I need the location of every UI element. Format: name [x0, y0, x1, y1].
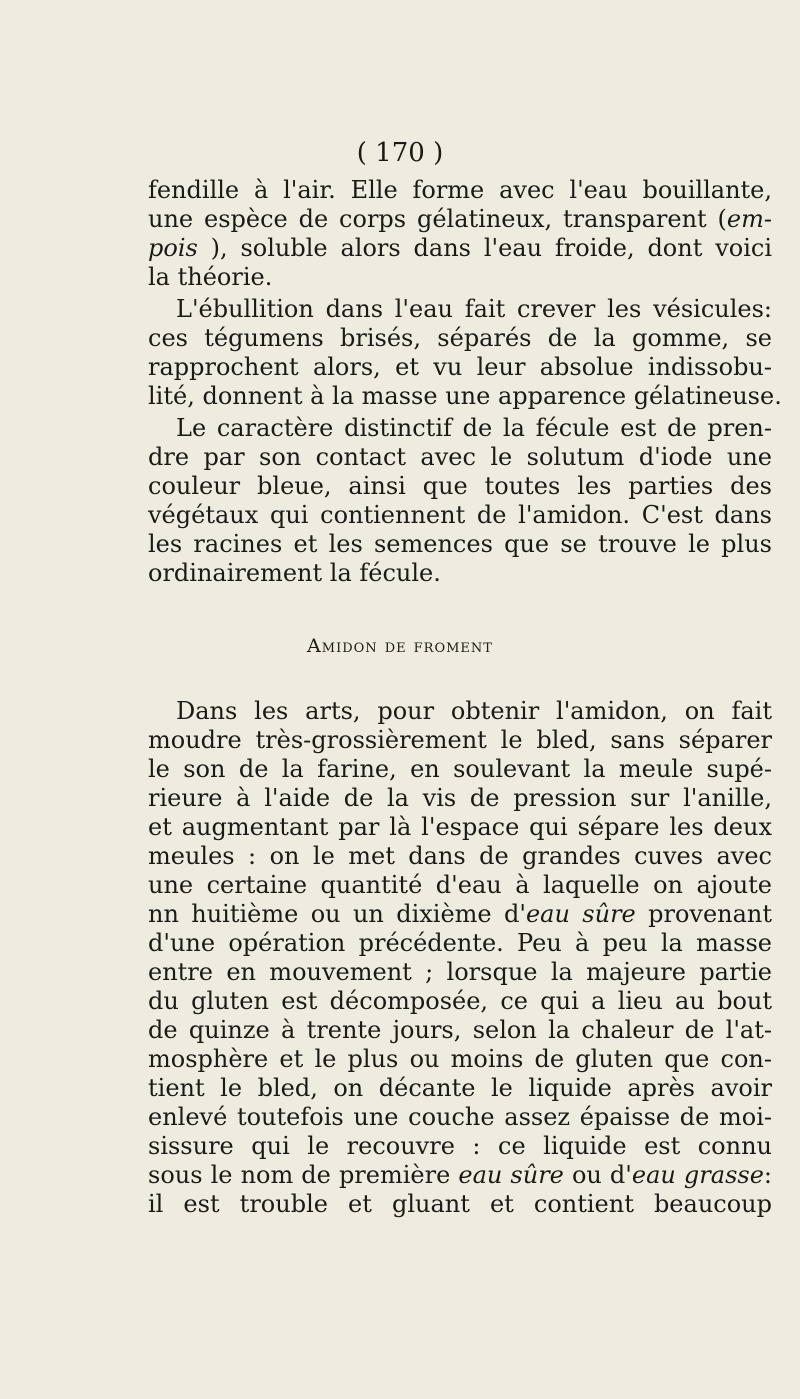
- text-line: tient le bled, on décante le liquide après avoir: [148, 1074, 772, 1102]
- text-line: ces tégumens brisés, séparés de la gomme, se: [148, 324, 772, 352]
- text-line: une certaine quantité d'eau à laquelle on ajoute: [148, 871, 772, 899]
- text-line: Le caractère distinctif de la fécule est de pren-: [176, 414, 772, 442]
- text-line: les racines et les semences que se trouve le plus: [148, 530, 772, 558]
- page-number: ( 170 ): [356, 138, 444, 168]
- text-span: ou d': [563, 1161, 632, 1189]
- italic-term: eau sûre: [525, 900, 636, 928]
- text-line: du gluten est décomposée, ce qui a lieu au bout: [148, 987, 772, 1015]
- text-line: L'ébullition dans l'eau fait crever les vésicules:: [176, 295, 772, 323]
- text-line: il est trouble et gluant et contient beaucoup: [148, 1190, 772, 1218]
- text-line: couleur bleue, ainsi que toutes les parties des: [148, 472, 772, 500]
- text-line: dre par son contact avec le solutum d'iode une: [148, 443, 772, 471]
- text-line: enlevé toutefois une couche assez épaisse de moi-: [148, 1103, 772, 1131]
- text-span: sous le nom de première: [148, 1161, 459, 1189]
- text-line: rieure à l'aide de la vis de pression sur l'anille,: [148, 784, 772, 812]
- text-line: entre en mouvement ; lorsque la majeure partie: [148, 958, 772, 986]
- text-line: moudre très-grossièrement le bled, sans séparer: [148, 726, 772, 754]
- text-line: mosphère et le plus ou moins de gluten que con-: [148, 1045, 772, 1073]
- text-line: ordinairement la fécule.: [148, 559, 441, 587]
- section-heading: Amidon de froment: [307, 635, 493, 657]
- text-span: ), soluble alors dans l'eau froide, dont voici: [197, 234, 772, 262]
- text-span: une espèce de corps gélatineux, transparent (: [148, 205, 727, 233]
- italic-term: pois: [148, 234, 198, 262]
- text-line: meules : on le met dans de grandes cuves avec: [148, 842, 772, 870]
- text-line: sissure qui le recouvre : ce liquide est connu: [148, 1132, 772, 1160]
- text-line: végétaux qui contiennent de l'amidon. C'est dans: [148, 501, 772, 529]
- text-line: la théorie.: [148, 263, 273, 291]
- text-line: rapprochent alors, et vu leur absolue indissobu-: [148, 353, 772, 381]
- text-span: :: [763, 1161, 773, 1189]
- text-line: [148, 900, 772, 929]
- text-line: [148, 1161, 772, 1190]
- text-span: nn huitième ou un dixième d': [148, 900, 526, 928]
- text-line: d'une opération précédente. Peu à peu la masse: [148, 929, 772, 957]
- text-line: de quinze à trente jours, selon la chaleur de l'at-: [148, 1016, 772, 1044]
- italic-term: em-: [726, 205, 772, 233]
- italic-term: eau sûre: [458, 1161, 564, 1189]
- text-line: [148, 234, 772, 263]
- text-line: Dans les arts, pour obtenir l'amidon, on fait: [176, 697, 772, 725]
- text-line: [148, 205, 772, 234]
- italic-term: eau grasse: [631, 1161, 764, 1189]
- text-line: lité, donnent à la masse une apparence gélatineuse.: [148, 382, 782, 410]
- text-line: fendille à l'air. Elle forme avec l'eau bouillante,: [148, 176, 772, 204]
- text-line: et augmentant par là l'espace qui sépare les deux: [148, 813, 772, 841]
- text-span: provenant: [635, 900, 773, 928]
- text-line: le son de la farine, en soulevant la meule supé-: [148, 755, 772, 783]
